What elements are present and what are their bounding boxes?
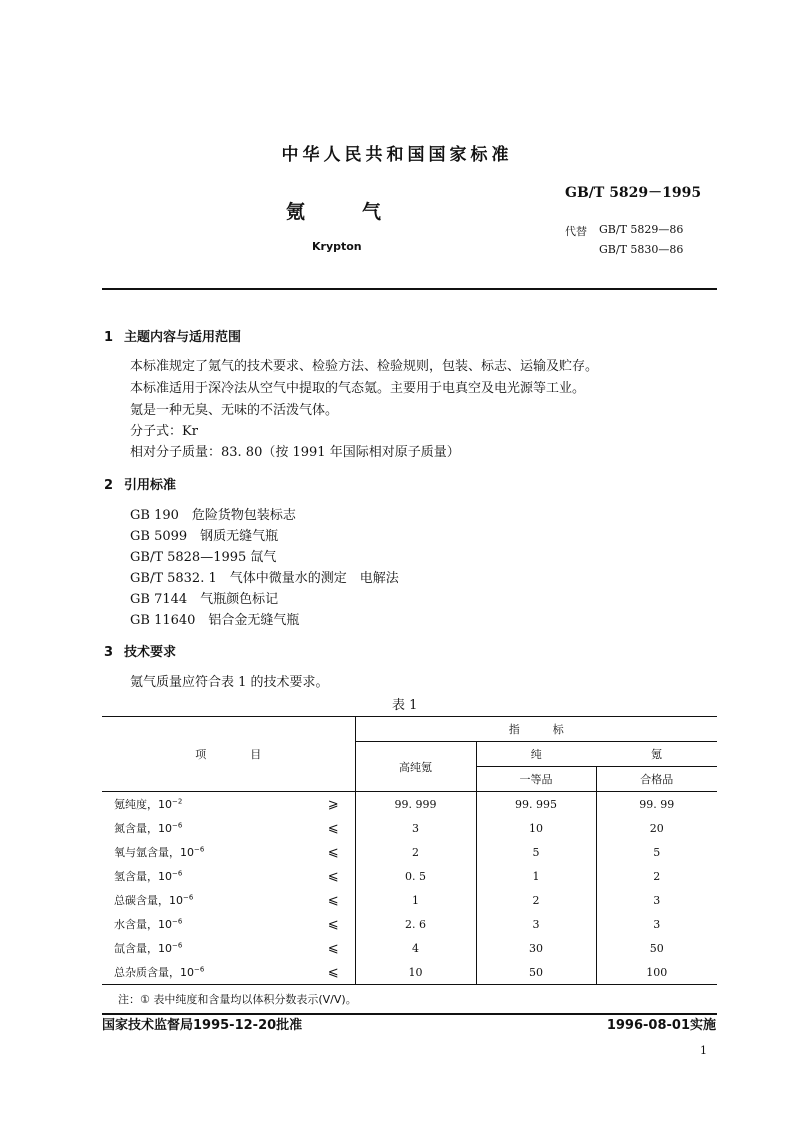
section-1-paragraph: 分子式：Kr — [130, 424, 198, 439]
row-value-high: 10 — [355, 960, 476, 985]
row-item: 氙含量，$10^{-6}$ — [114, 941, 183, 955]
reference-item: GB 190 危险货物包装标志 — [130, 508, 296, 523]
requirements-table — [102, 716, 717, 1015]
replaces-standard-2: GB/T 5830—86 — [599, 243, 684, 256]
reference-item: GB 5099 钢质无缝气瓶 — [130, 529, 279, 544]
section-1-paragraph: 本标准适用于深冷法从空气中提取的气态氪。主要用于电真空及电光源等工业。 — [130, 381, 586, 396]
row-value-first: 10 — [476, 816, 596, 840]
table-row — [102, 840, 717, 864]
row-value-qualified: 2 — [596, 864, 717, 888]
col-first-grade: 一等品 — [476, 767, 596, 792]
row-value-first: 99. 995 — [476, 792, 596, 817]
table-row — [102, 792, 717, 817]
header-divider — [102, 288, 717, 290]
row-operator: ⩽ — [327, 892, 339, 908]
reference-item: GB 7144 气瓶颜色标记 — [130, 592, 279, 607]
row-operator: ⩽ — [327, 868, 339, 884]
table-row — [102, 936, 717, 960]
table-row — [102, 960, 717, 985]
row-value-qualified: 20 — [596, 816, 717, 840]
row-value-qualified: 5 — [596, 840, 717, 864]
row-value-high: 2. 6 — [355, 912, 476, 936]
row-value-first: 3 — [476, 912, 596, 936]
table-row — [102, 888, 717, 912]
page-number: 1 — [700, 1044, 707, 1057]
col-pure-left: 纯 — [476, 742, 596, 767]
row-value-high: 2 — [355, 840, 476, 864]
row-item: 总杂质含量，$10^{-6}$ — [114, 965, 205, 979]
row-item: 氢含量，$10^{-6}$ — [114, 869, 183, 883]
table-row — [102, 912, 717, 936]
row-value-first: 50 — [476, 960, 596, 985]
implementation-line: 1996-08-01实施 — [606, 1018, 716, 1033]
row-value-high: 1 — [355, 888, 476, 912]
row-value-high: 99. 999 — [355, 792, 476, 817]
reference-item: GB/T 5828—1995 氙气 — [130, 550, 277, 565]
section-1-paragraph: 氪是一种无臭、无味的不活泼气体。 — [130, 403, 339, 418]
approval-line: 国家技术监督局1995-12-20批准 — [102, 1018, 303, 1033]
reference-item: GB/T 5832. 1 气体中微量水的测定 电解法 — [130, 571, 399, 586]
row-value-first: 5 — [476, 840, 596, 864]
national-standard-heading: 中华人民共和国国家标准 — [281, 145, 513, 165]
row-value-qualified: 50 — [596, 936, 717, 960]
section-1-paragraph: 相对分子质量：83. 80（按 1991 年国际相对原子质量） — [130, 445, 460, 460]
header-item: 项 目 — [102, 717, 355, 792]
col-qualified: 合格品 — [596, 767, 717, 792]
row-item: 总碳含量，$10^{-6}$ — [114, 893, 194, 907]
row-value-qualified: 3 — [596, 888, 717, 912]
row-operator: ⩽ — [327, 916, 339, 932]
replaces-label: 代替 — [565, 225, 587, 238]
row-item: 水含量，$10^{-6}$ — [114, 917, 183, 931]
col-high-purity: 高纯氪 — [355, 742, 476, 792]
standard-code: GB/T 5829－1995 — [565, 185, 702, 201]
table-note: 注：① 表中纯度和含量均以体积分数表示(V/V)。 — [118, 993, 357, 1006]
section-3-paragraph: 氪气质量应符合表 1 的技术要求。 — [130, 675, 329, 690]
row-item: 氮含量，$10^{-6}$ — [114, 821, 183, 835]
document-title-en: Krypton — [312, 240, 362, 253]
row-value-first: 1 — [476, 864, 596, 888]
row-operator: ⩽ — [327, 844, 339, 860]
row-value-first: 2 — [476, 888, 596, 912]
section-1-paragraph: 本标准规定了氪气的技术要求、检验方法、检验规则，包装、标志、运输及贮存。 — [130, 359, 599, 374]
table-row — [102, 864, 717, 888]
row-value-first: 30 — [476, 936, 596, 960]
header-index: 指 标 — [355, 717, 717, 742]
reference-item: GB 11640 铝合金无缝气瓶 — [130, 613, 300, 628]
row-item: 氪纯度，$10^{-2}$ — [114, 797, 183, 811]
row-operator: ⩽ — [327, 820, 339, 836]
row-value-qualified: 3 — [596, 912, 717, 936]
section-1-title: 1 主题内容与适用范围 — [104, 330, 242, 345]
row-value-qualified: 100 — [596, 960, 717, 985]
replaces-standard-1: GB/T 5829—86 — [599, 223, 684, 236]
row-value-qualified: 99. 99 — [596, 792, 717, 817]
table-caption: 表 1 — [392, 698, 418, 713]
table-row — [102, 816, 717, 840]
row-operator: ⩽ — [327, 964, 339, 980]
row-value-high: 0. 5 — [355, 864, 476, 888]
row-item: 氧与氩含量，$10^{-6}$ — [114, 845, 205, 859]
row-operator: ⩾ — [327, 796, 339, 812]
section-2-title: 2 引用标准 — [104, 478, 177, 493]
document-title-cn: 氪 气 — [286, 201, 382, 223]
section-3-title: 3 技术要求 — [104, 645, 177, 660]
row-operator: ⩽ — [327, 940, 339, 956]
row-value-high: 3 — [355, 816, 476, 840]
col-pure-right: 氪 — [596, 742, 717, 767]
row-value-high: 4 — [355, 936, 476, 960]
